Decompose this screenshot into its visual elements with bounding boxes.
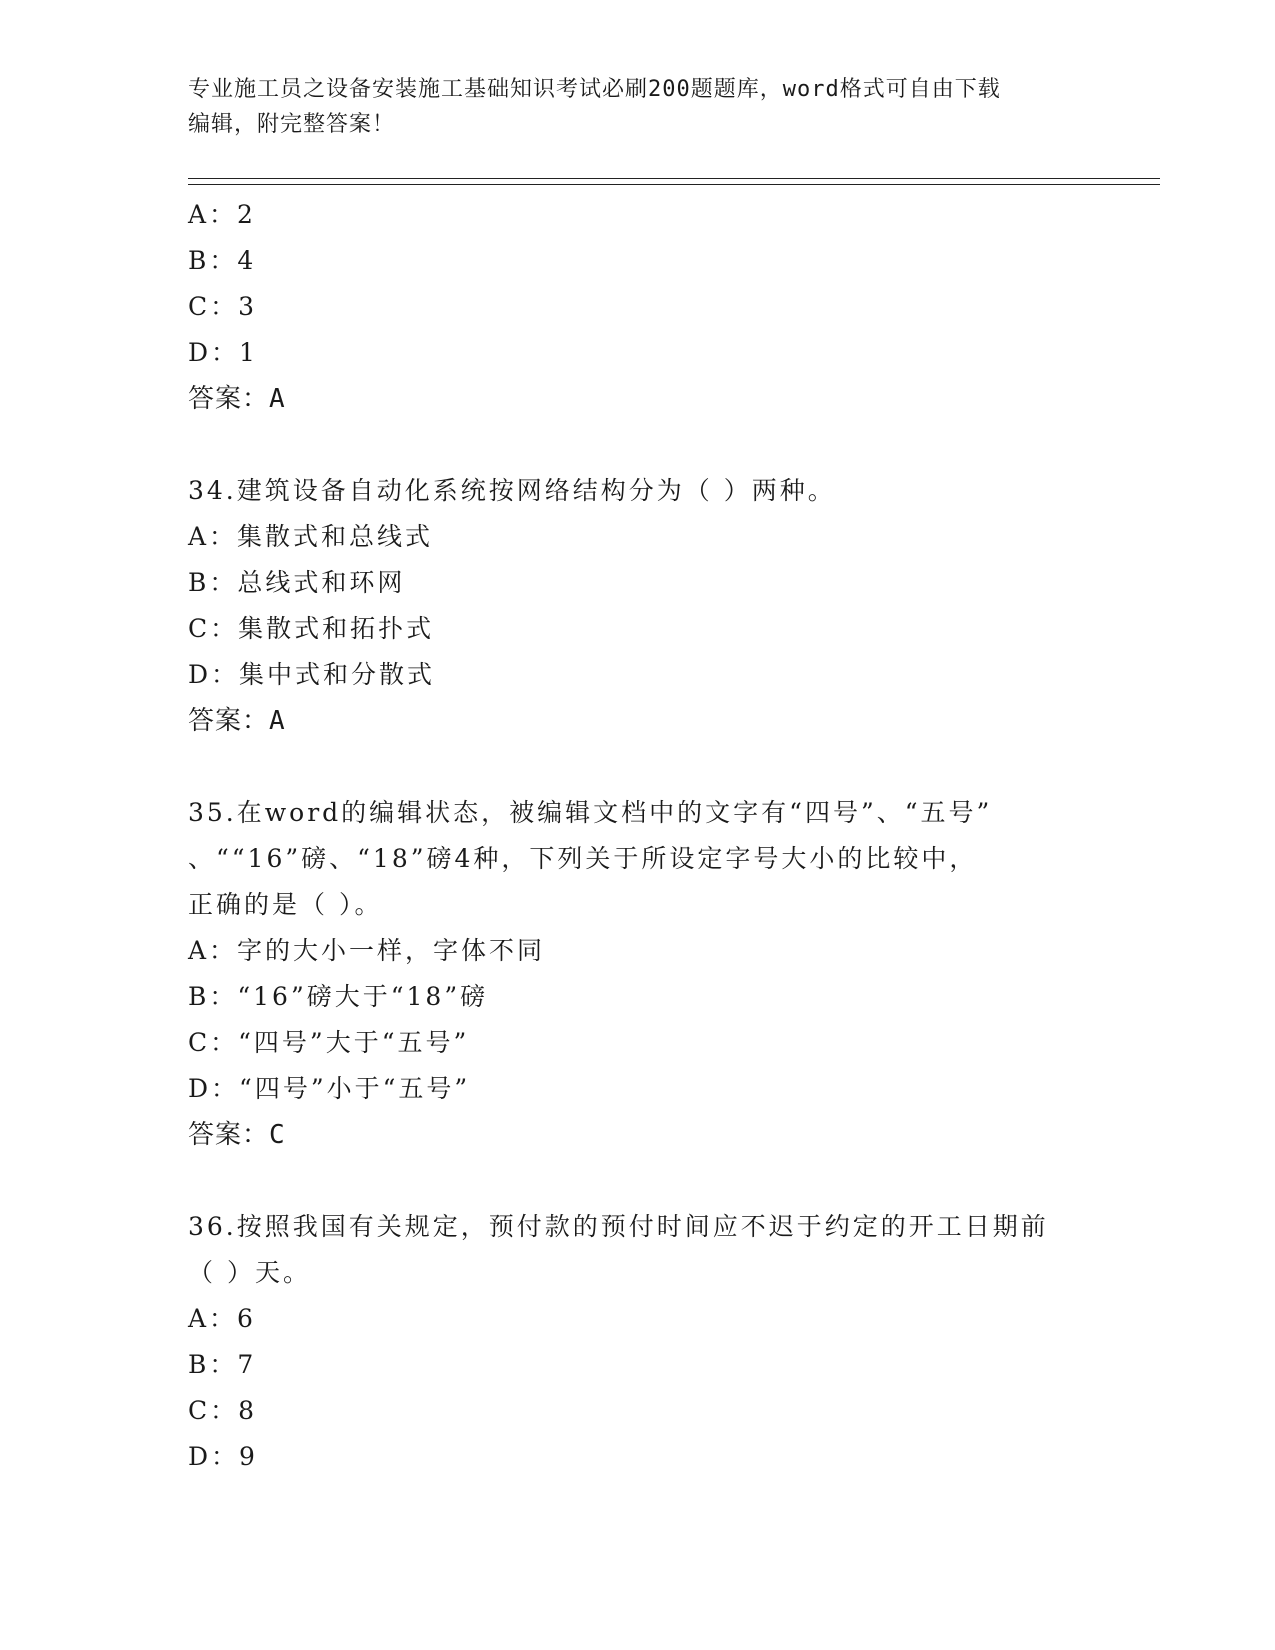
option-c: C：集散式和拓扑式: [188, 614, 435, 643]
header-line-1: 专业施工员之设备安装施工基础知识考试必刷200题题库，word格式可自由下载: [188, 77, 1001, 102]
question-34: [188, 468, 1148, 744]
answer: 答案：A: [188, 706, 286, 736]
question-35: [188, 790, 1148, 1158]
question-33: [188, 192, 1148, 422]
question-stem-line: 、““16”磅、“18”磅4种，下列关于所设定字号大小的比较中，: [188, 844, 978, 873]
spacer: [188, 744, 1148, 790]
option-a: A：字的大小一样，字体不同: [188, 936, 546, 965]
header-rule-top: [188, 178, 1160, 179]
question-stem-line: 正确的是（ ）。: [188, 890, 383, 919]
document-header: [188, 72, 1088, 142]
option-a: A：2: [188, 200, 256, 229]
option-d: D：集中式和分散式: [188, 660, 436, 689]
question-stem-line: 36.按照我国有关规定，预付款的预付时间应不迟于约定的开工日期前: [188, 1212, 1049, 1241]
option-d: D：“四号”小于“五号”: [188, 1074, 471, 1103]
option-c: C：“四号”大于“五号”: [188, 1028, 470, 1057]
question-stem-line: （ ）天。: [188, 1258, 311, 1287]
option-c: C：3: [188, 292, 258, 321]
answer: 答案：C: [188, 1120, 286, 1150]
option-d: D：1: [188, 338, 258, 367]
option-b: B：7: [188, 1350, 257, 1379]
header-line-2: 编辑，附完整答案！: [188, 112, 396, 137]
option-d: D：9: [188, 1442, 258, 1471]
question-36: [188, 1204, 1148, 1480]
option-a: A：集散式和总线式: [188, 522, 434, 551]
answer: 答案：A: [188, 384, 286, 414]
option-c: C：8: [188, 1396, 258, 1425]
question-stem: 34.建筑设备自动化系统按网络结构分为（ ）两种。: [188, 476, 836, 505]
option-b: B：4: [188, 246, 257, 275]
option-a: A：6: [188, 1304, 256, 1333]
header-rule-bottom: [188, 184, 1160, 185]
spacer: [188, 1158, 1148, 1204]
question-stem-line: 35.在word的编辑状态，被编辑文档中的文字有“四号”、“五号”: [188, 798, 993, 827]
spacer: [188, 422, 1148, 468]
question-list: [188, 192, 1148, 1480]
option-b: B：“16”磅大于“18”磅: [188, 982, 489, 1011]
option-b: B：总线式和环网: [188, 568, 406, 597]
